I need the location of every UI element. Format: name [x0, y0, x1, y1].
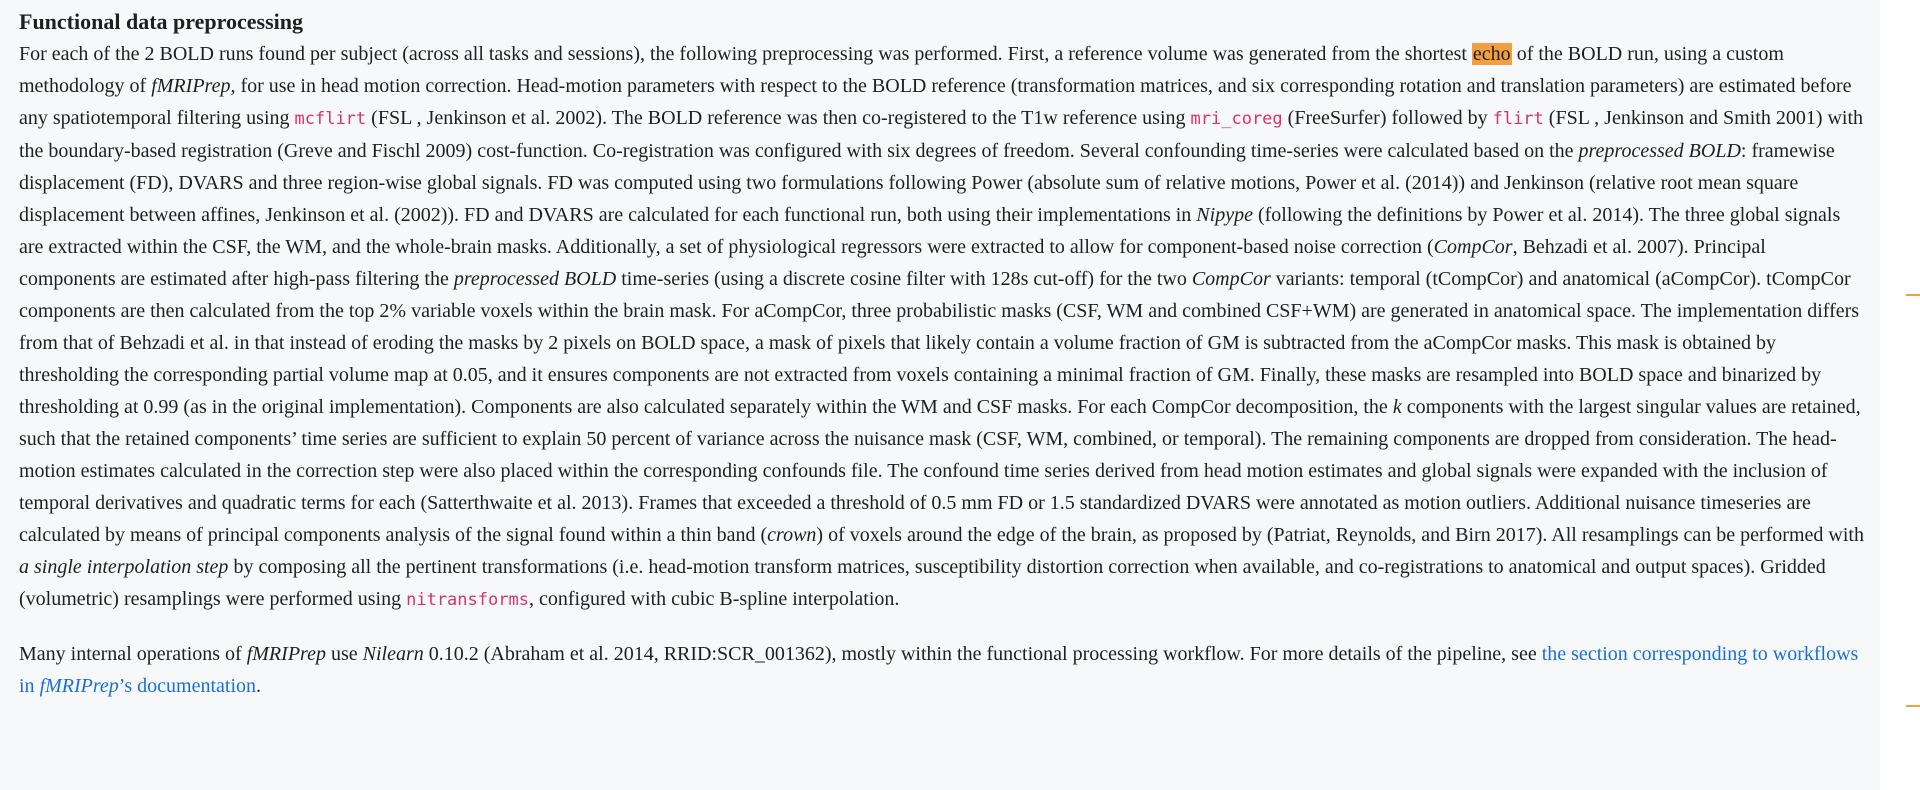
emphasis-single-interpolation: a single interpolation step	[19, 556, 229, 578]
preprocessing-paragraph	[19, 38, 1866, 616]
code-flirt: flirt	[1492, 109, 1544, 129]
text-run: Many internal operations of	[19, 643, 247, 665]
code-mri-coreg: mri_coreg	[1190, 109, 1283, 129]
emphasis-compcor: CompCor	[1433, 236, 1513, 258]
emphasis-k: k	[1392, 396, 1402, 418]
link-text: ’s documentation	[118, 675, 256, 697]
text-run: 0.10.2 (Abraham et al. 2014, RRID:SCR_001362), mostly within the functional processing workflow. For more details of the pipeline, see	[423, 643, 1542, 665]
text-run: of the BOLD run, using a custom methodology of	[19, 43, 1784, 97]
code-mcflirt: mcflirt	[294, 109, 367, 129]
emphasis-preprocessed-bold: preprocessed BOLD	[453, 268, 617, 290]
scrollbar-match-marker	[1906, 294, 1920, 296]
emphasis-preprocessed-bold: preprocessed BOLD	[1578, 140, 1741, 162]
emphasis-nipype: Nipype	[1196, 204, 1253, 226]
text-run: .	[256, 675, 261, 697]
emphasis-fmriprep: fMRIPrep	[246, 643, 326, 665]
emphasis-fmriprep: fMRIPrep	[151, 75, 231, 97]
emphasis-nilearn: Nilearn	[362, 643, 424, 665]
text-run: time-series (using a discrete cosine filter with 128s cut-off) for the two	[616, 268, 1192, 290]
emphasis-compcor: CompCor	[1191, 268, 1271, 290]
text-run: use	[325, 643, 363, 665]
text-run: (FSL , Jenkinson and Smith 2001) with the boundary-based registration (Greve and Fischl 2009) cost-function. Co-registration was configured with six degrees of freedom. Several confounding time-series were calculated based on the	[19, 107, 1864, 162]
text-run: : framewise displacement (FD), DVARS and three region-wise global signals. FD was computed using two formulations following Power (absolute sum of relative motions, Power et al. (2014)) and Jenkinson (relative root mean square displacement between affines, Jenkinson et al. (2002)). FD and DVARS are calculated for each functional run, both using their implementations in	[19, 140, 1835, 226]
nilearn-paragraph	[19, 638, 1866, 702]
search-highlight: echo	[1472, 43, 1511, 65]
text-run: (FreeSurfer) followed by	[1282, 107, 1493, 129]
scrollbar-match-marker	[1906, 705, 1920, 707]
emphasis-crown: crown	[767, 524, 817, 546]
text-run: , Behzadi et al. 2007). Principal components are estimated after high-pass filtering the	[19, 236, 1766, 290]
link-emphasis-fmriprep: fMRIPrep	[39, 675, 119, 697]
code-nitransforms: nitransforms	[406, 590, 529, 610]
text-run: (following the definitions by Power et al. 2014). The three global signals are extracted within the CSF, the WM, and the whole-brain masks. Additionally, a set of physiological regressors were extracted to allow for component-based noise correction (	[19, 204, 1841, 258]
text-run: components with the largest singular values are retained, such that the retained components’ time series are sufficient to explain 50 percent of variance across the nuisance mask (CSF, WM, combined, or temporal). The remaining components are dropped from consideration. The head-motion estimates calculated in the correction step were also placed within the corresponding confounds file. The confound time series derived from head motion estimates and global signals were expanded with the inclusion of temporal derivatives and quadratic terms for each (Satterthwaite et al. 2013). Frames that exceeded a threshold of 0.5 mm FD or 1.5 standardized DVARS were annotated as motion outliers. Additional nuisance timeseries are calculated by means of principal components analysis of the signal found within a thin band (	[19, 396, 1861, 546]
link-text: the section corresponding to workflows in	[19, 643, 1859, 697]
text-run: , for use in head motion correction. Head-motion parameters with respect to the BOLD reference (transformation matrices, and six corresponding rotation and translation parameters) are estimated before any spatiotemporal filtering using	[19, 75, 1852, 129]
section-heading: Functional data preprocessing	[19, 9, 303, 34]
text-run: (FSL , Jenkinson et al. 2002). The BOLD reference was then co-registered to the T1w reference using	[366, 107, 1191, 129]
text-run: by composing all the pertinent transformations (i.e. head-motion transform matrices, susceptibility distortion correction when available, and co-registrations to anatomical and output spaces). Gridded (volumetric) resamplings were performed using	[19, 556, 1826, 610]
text-run: ) of voxels around the edge of the brain, as proposed by (Patriat, Reynolds, and Birn 2017). All resamplings can be performed with	[816, 524, 1864, 546]
text-run: , configured with cubic B-spline interpolation.	[528, 588, 900, 610]
text-run: For each of the 2 BOLD runs found per subject (across all tasks and sessions), the following preprocessing was performed. First, a reference volume was generated from the shortest	[19, 43, 1472, 65]
text-run: variants: temporal (tCompCor) and anatomical (aCompCor). tCompCor components are then calculated from the top 2% variable voxels within the brain mask. For aCompCor, three probabilistic masks (CSF, WM and combined CSF+WM) are generated in anatomical space. The implementation differs from that of Behzadi et al. in that instead of eroding the masks by 2 pixels on BOLD space, a mask of pixels that likely contain a volume fraction of GM is subtracted from the aCompCor masks. This mask is obtained by thresholding the corresponding partial volume map at 0.05, and it ensures components are not extracted from voxels containing a minimal fraction of GM. Finally, these masks are resampled into BOLD space and binarized by thresholding at 0.99 (as in the original implementation). Components are also calculated separately within the WM and CSF masks. For each CompCor decomposition, the	[19, 268, 1860, 418]
